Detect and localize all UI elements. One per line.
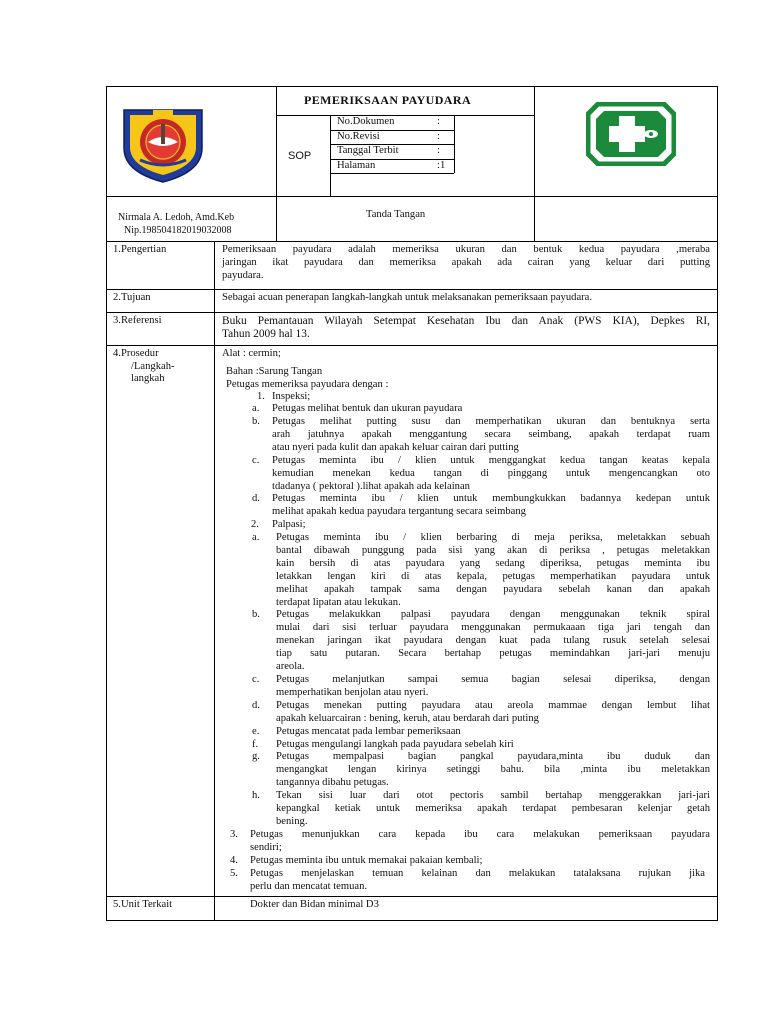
item-line: menekan jaringan ikat payudara dengan kuat pada tulang rusuk setelah selesai — [276, 635, 710, 646]
section-label-referensi: 3.Referensi — [113, 315, 162, 326]
item-letter: e. — [252, 726, 260, 737]
item-line: Tekan sisi luar dari otot pectoris sambil bertahap menggerakkan jari-jari — [276, 790, 710, 801]
item-line: apakah keluarcairan : bening, keruh, atau berdarah dari puting — [276, 713, 539, 724]
item-letter: d. — [252, 700, 260, 711]
item-line: kemudian menekan kedua tangan di pinggang untuk mengencangkan oto — [272, 468, 710, 479]
item-letter: b. — [252, 416, 260, 427]
pengertian-line: Pemeriksaan payudara adalah memeriksa ukuran dan bentuk kedua payudara ,meraba — [222, 244, 710, 255]
step-title: Inspeksi; — [272, 391, 311, 402]
signature-label: Tanda Tangan — [366, 209, 426, 220]
pengertian-line: payudara. — [222, 270, 264, 281]
sop-label: SOP — [288, 150, 312, 162]
item-line: Petugas melihat bentuk dan ukuran payudara — [272, 403, 463, 414]
step-line: Petugas meminta ibu untuk memakai pakaian kembali; — [250, 855, 483, 866]
step-line: Petugas menunjukkan cara kepada ibu cara melakukan pemeriksaan payudara — [250, 829, 710, 840]
item-line: Petugas melakukkan palpasi payudara dengan menggunakan teknik spiral — [276, 609, 710, 620]
item-line: Petugas meminta ibu / klien untuk menggangkat kedua tangan keatas kepala — [272, 455, 710, 466]
item-line: Petugas mencatat pada lembar pemeriksaan — [276, 726, 461, 737]
doc-field-value: :1 — [437, 160, 446, 171]
doc-field-value: : — [437, 116, 440, 127]
item-letter: b. — [252, 609, 260, 620]
item-line: tiap satu putaran. Secara bertahap petugas memindahkan jari-jari menuju — [276, 648, 710, 659]
item-line: terdapat lipatan atau lekukan. — [276, 597, 401, 608]
section-label-pengertian: 1.Pengertian — [113, 244, 167, 255]
item-letter: h. — [252, 790, 260, 801]
item-line: kain bersih di atas payudara yang sedang diperiksa, petugas meminta ibu — [276, 558, 710, 569]
item-line: Petugas meminta ibu / klien untuk membungkukkan badannya kedepan untuk — [272, 493, 710, 504]
item-line: Petugas melihat putting susu dan memperhatikan ukuran dan bentuknya serta — [272, 416, 710, 427]
item-letter: a. — [252, 403, 260, 414]
puskesmas-logo-icon — [586, 102, 676, 166]
doc-field-label: Tanggal Terbit — [337, 145, 399, 156]
referensi-line: Tahun 2009 hal 13. — [222, 328, 310, 340]
tujuan-text: Sebagai acuan penerapan langkah-langkah untuk melaksanakan pemeriksaan payudara. — [222, 292, 593, 303]
doc-field-label: No.Dokumen — [337, 116, 395, 127]
step-number: 2. — [251, 519, 259, 530]
alat-text: Alat : cermin; — [222, 348, 281, 359]
doc-field-value: : — [437, 145, 440, 156]
item-line: letakkan lengan kiri di atas kepala, petugas memperhatikan payudara untuk — [276, 571, 710, 582]
puskesmas-logo — [586, 102, 676, 166]
referensi-line: Buku Pemantauan Wilayah Setempat Kesehatan Ibu dan Anak (PWS KIA), Depkes RI, — [222, 315, 710, 327]
item-line: arah jatuhnya apakah menggantung secara seimbang, apakah terdapat ruam — [272, 429, 710, 440]
item-line: Petugas menekan putting payudara atau areola mammae dengan lembut lihat — [276, 700, 710, 711]
item-letter: a. — [252, 532, 260, 543]
step-number: 5. — [230, 868, 238, 879]
item-line: kepangkal ketiak untuk memeriksa apakah terdapat pembesaran kelenjar getah — [276, 803, 710, 814]
item-line: mengangkat lengan kirinya setinggi bahu. bila ,minta ibu meletakkan — [276, 764, 710, 775]
item-line: Petugas mempalpasi bagian pangkal payudara,minta ibu duduk dan — [276, 751, 710, 762]
section-label-unit-terkait: 5.Unit Terkait — [113, 899, 173, 910]
item-line: Petugas meminta ibu / klien berbaring di meja periksa, meletakkan sebuah — [276, 532, 710, 543]
regency-emblem — [120, 102, 206, 184]
item-letter: c. — [252, 455, 260, 466]
section-label-prosedur: langkah — [131, 373, 165, 384]
item-line: bening. — [276, 816, 308, 827]
item-line: melihat apakah tampak sama dengan payudara sebelah kanan dan apakah — [276, 584, 710, 595]
item-line: memperhatikan benjolan atau nyeri. — [276, 687, 429, 698]
item-letter: c. — [252, 674, 260, 685]
step-line: Petugas menjelaskan temuan kelainan dan melakukan tatalaksana rujukan jika — [250, 868, 705, 879]
step-number: 3. — [230, 829, 238, 840]
item-letter: f. — [252, 739, 259, 750]
step-number: 1. — [257, 391, 265, 402]
step-line: perlu dan mencatat temuan. — [250, 881, 368, 892]
signer-nip: Nip.198504182019032008 — [124, 225, 232, 236]
item-letter: g. — [252, 751, 260, 762]
item-line: tangannya dibahu petugas. — [276, 777, 389, 788]
doc-field-label: Halaman — [337, 160, 376, 171]
section-label-tujuan: 2.Tujuan — [113, 292, 151, 303]
step-title: Palpasi; — [272, 519, 306, 530]
item-letter: d. — [252, 493, 260, 504]
step-line: sendiri; — [250, 842, 282, 853]
signer-name: Nirmala A. Ledoh, Amd.Keb — [118, 212, 235, 223]
step-number: 4. — [230, 855, 238, 866]
regency-emblem-icon — [120, 102, 206, 184]
pengertian-line: jaringan ikat payudara dan memeriksa apakah ada cairan yang keluar dari putting — [222, 257, 710, 268]
item-line: atau nyeri pada kulit dan apakah keluar cairan dari putting — [272, 442, 519, 453]
doc-field-label: No.Revisi — [337, 131, 380, 142]
item-line: mulai dari sisi terluar payudara menggunakan permukaaan tiga jari tengah dan — [276, 622, 710, 633]
document-title: PEMERIKSAAN PAYUDARA — [304, 93, 472, 107]
item-line: tdadanya ( pektoral ).lihat apakah ada kelainan — [272, 481, 470, 492]
item-line: areola. — [276, 661, 305, 672]
item-line: melihat apakah kedua payudara tergantung secara seimbang — [272, 506, 526, 517]
unit-terkait-text: Dokter dan Bidan minimal D3 — [250, 899, 379, 910]
section-label-prosedur: 4.Prosedur — [113, 348, 159, 359]
item-line: Petugas mengulangi langkah pada payudara sebelah kiri — [276, 739, 514, 750]
intro-text: Petugas memeriksa payudara dengan : — [226, 379, 389, 390]
section-label-prosedur: /Langkah- — [131, 361, 175, 372]
doc-field-value: : — [437, 131, 440, 142]
item-line: Petugas melanjutkan sampai semua bagian selesai diperiksa, dengan — [276, 674, 710, 685]
bahan-text: Bahan :Sarung Tangan — [226, 366, 323, 377]
item-line: bantal dibawah punggung pada sisi yang akan di periksa , petugas meletakkan — [276, 545, 710, 556]
